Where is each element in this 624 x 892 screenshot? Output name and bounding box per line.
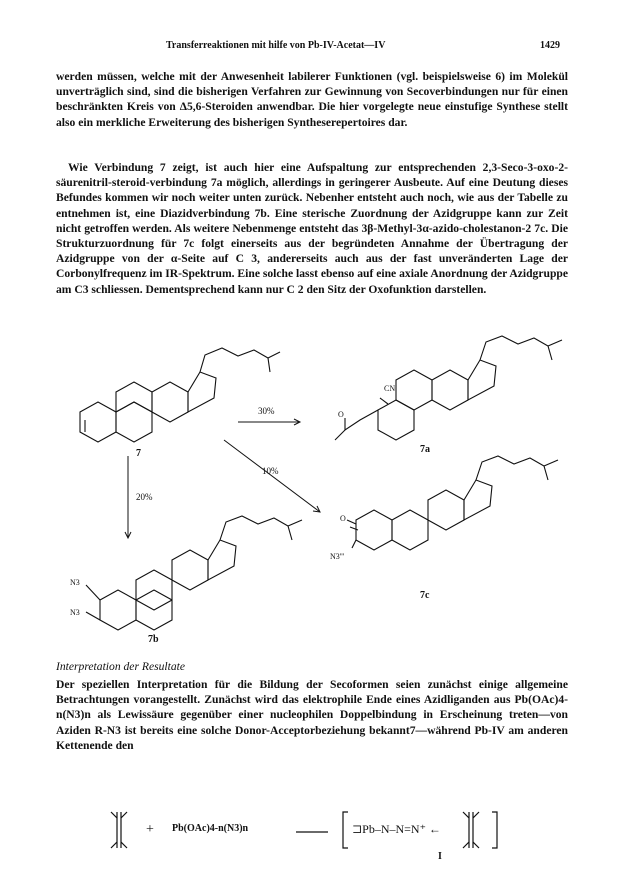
page-number: 1429 bbox=[540, 40, 560, 51]
yield-label-7c: 10% bbox=[262, 466, 279, 476]
compound-label-7a: 7a bbox=[420, 444, 430, 455]
steroid-7a-structure bbox=[335, 336, 562, 440]
yield-label-7a: 30% bbox=[258, 406, 275, 416]
azide-label-1: N3 bbox=[70, 578, 80, 587]
azide-label-2: N3 bbox=[70, 608, 80, 617]
azide-label-7c: N3''' bbox=[330, 552, 345, 561]
paragraph-1: werden müssen, welche mit der Anwesenheit labilerer Funktionen (vgl. beispielsweise 6) im Molekül unverträglich sind, sind die bisherigen Verfahren zur Gewinnung von Secoverbindungen nur für einen beschränkten Kreis von Δ5,6-Steroiden anwendbar. Die hier vorgelegte neue einstufige Synthese stellt also ein merkliche Erweiterung des bisherigen Syntheserepertoires dar. bbox=[56, 70, 568, 129]
equation-complex: ⊐Pb–N–N=N⁺ ← bbox=[352, 822, 441, 836]
steroid-7c-structure bbox=[347, 456, 558, 550]
compound-label-7b: 7b bbox=[148, 634, 159, 645]
paragraph-2: Wie Verbindung 7 zeigt, ist auch hier eine Aufspaltung zur entsprechenden 2,3-Seco-3-oxo-2-säurenitril-steroid-verbindung 7a möglich, allerdings in geringerer Ausbeute. Auf eine Deutung dieses Befundes kommen wir noch weiter unten zurück. Nebenher entsteht auch noch, wie aus der Tabelle zu entnehmen ist, eine Diazidverbindung 7b. Eine sterische Zuordnung der Azidgruppe kann zur Zeit nicht getroffen werden. Als weitere Nebenmenge entsteht das 3β-Methyl-3α-azido-cholestanon-2 7c. Die Strukturzuordnung für 7c folgt einerseits aus der begründeten Annahme der Übertragung der Azidgruppe von der α-Seite auf C 3, andererseits auch aus der fast unveränderten Lage der Corbonylfrequenz im IR-Spektrum. Eine solche lasst ebenso auf eine axiale Anordnung der Azidgruppe am C3 schliessen. Dementsprechend kann nur C 2 den Sitz der Oxofunktion darstellen. bbox=[56, 161, 568, 296]
equation-reagent: Pb(OAc)4-n(N3)n bbox=[172, 823, 249, 834]
compound-label-7: 7 bbox=[136, 448, 141, 459]
section-heading: Interpretation der Resultate bbox=[56, 660, 186, 673]
ketone-o-label-7c: O bbox=[340, 514, 346, 523]
equation-plus: + bbox=[146, 822, 154, 837]
compound-label-7c: 7c bbox=[420, 590, 430, 601]
header-title: Transferreaktionen mit hilfe von Pb-IV-Acetat—IV bbox=[166, 40, 386, 51]
equation-label: I bbox=[438, 851, 442, 862]
steroid-7b-structure bbox=[86, 516, 302, 630]
paragraph-3: Der speziellen Interpretation für die Bildung der Secoformen seien zunächst einige allgemeine Betrachtungen vorangestellt. Zunächst wird das elektrophile Ende eines Azidliganden aus Pb(OAc)4-n(N3)n als Lewissäure gegenüber einer nucleophilen Doppelbindung in Erscheinung treten—von Aziden R-N3 ist bereits eine solche Donor-Acceptorbeziehung bekannt7—während Pb-IV am anderen Kettenende den bbox=[56, 678, 568, 752]
ketone-o-label-7a: O bbox=[338, 410, 344, 419]
reaction-arrows bbox=[125, 419, 320, 538]
steroid-7-structure bbox=[80, 348, 280, 442]
cn-group-label: CN bbox=[384, 384, 396, 393]
yield-label-7b: 20% bbox=[136, 492, 153, 502]
